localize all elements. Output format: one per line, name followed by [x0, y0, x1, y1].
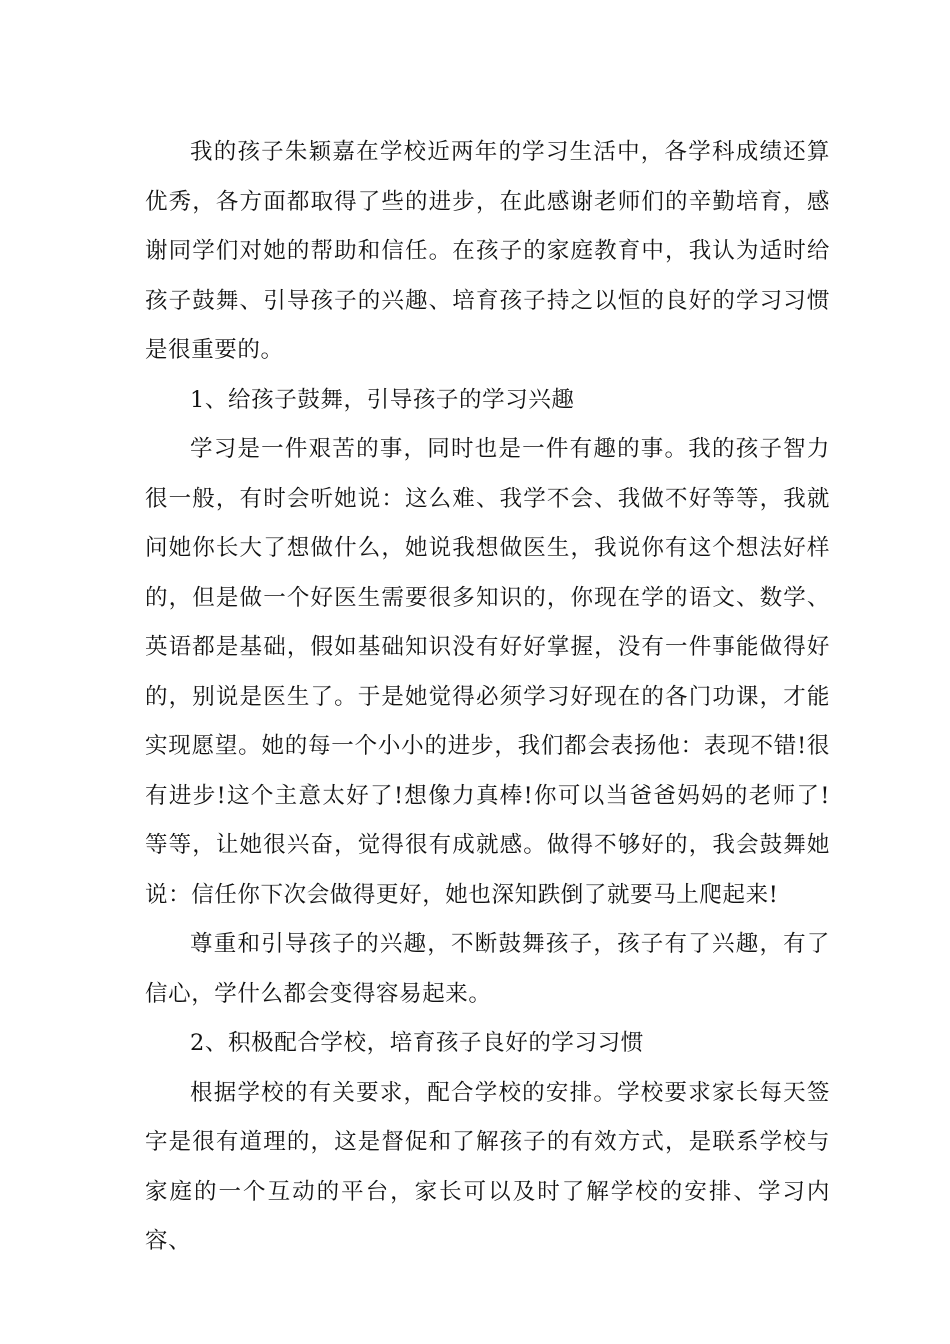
- section-heading-1: 1、给孩子鼓舞，引导孩子的学习兴趣: [190, 386, 575, 413]
- section-heading-2: 2、积极配合学校，培育孩子良好的学习习惯: [190, 1030, 644, 1056]
- document-page: [145, 128, 830, 1267]
- section-1-paragraph-2: 尊重和引导孩子的兴趣，不断鼓舞孩子，孩子有了兴趣，有了信心，学什么都会变得容易起来。: [145, 931, 830, 1007]
- section-2-paragraph-1: 根据学校的有关要求，配合学校的安排。学校要求家长每天签字是很有道理的，这是督促和了解孩子的有效方式，是联系学校与家庭的一个互动的平台，家长可以及时了解学校的安排、学习内容、: [145, 1079, 830, 1254]
- section-1-paragraph-1: 学习是一件艰苦的事，同时也是一件有趣的事。我的孩子智力很一般，有时会听她说：这么难、我学不会、我做不好等等，我就问她你长大了想做什么，她说我想做医生，我说你有这个想法好样的，但是做一个好医生需要很多知识的，你现在学的语文、数学、英语都是基础，假如基础知识没有好好掌握，没有一件事能做得好的，别说是医生了。于是她觉得必须学习好现在的各门功课，才能实现愿望。她的每一个小小的进步，我们都会表扬他：表现不错!很有进步!这个主意太好了!想像力真棒!你可以当爸爸妈妈的老师了!等等，让她很兴奋，觉得很有成就感。做得不够好的，我会鼓舞她说：信任你下次会做得更好，她也深知跌倒了就要马上爬起来!: [145, 436, 830, 908]
- intro-paragraph: 我的孩子朱颖嘉在学校近两年的学习生活中，各学科成绩还算优秀，各方面都取得了些的进步，在此感谢老师们的辛勤培育，感谢同学们对她的帮助和信任。在孩子的家庭教育中，我认为适时给孩子鼓舞、引导孩子的兴趣、培育孩子持之以恒的良好的学习习惯是很重要的。: [145, 139, 830, 363]
